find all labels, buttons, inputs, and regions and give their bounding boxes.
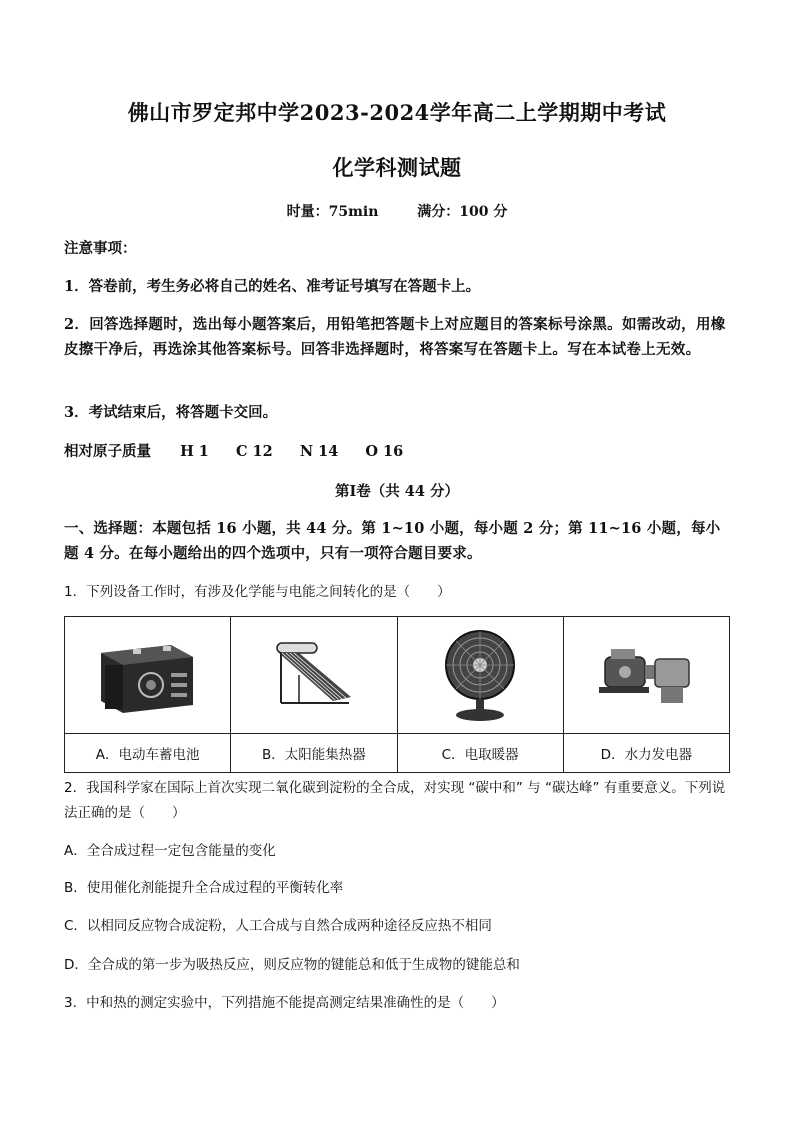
solar-collector-icon — [259, 635, 369, 715]
atomic-mass-o: O 16 — [365, 443, 404, 460]
option-d-image-cell — [563, 617, 729, 734]
question-1-options-table — [64, 616, 730, 773]
notice-item-1: 1．答卷前，考生务必将自己的姓名、准考证号填写在答题卡上。 — [64, 278, 481, 295]
notice-heading: 注意事项： — [64, 240, 137, 257]
question-3-stem: 3．中和热的测定实验中，下列措施不能提高测定结果准确性的是（ ） — [64, 995, 505, 1011]
exam-meta — [0, 201, 794, 221]
exam-time: 时量：75min — [286, 204, 379, 220]
notice-item-2: 2．回答选择题时，选出每小题答案后，用铅笔把答题卡上对应题目的答案标号涂黑。如需改动，用橡皮擦干净后，再选涂其他答案标号。回答非选择题时，将答案写在答题卡上。写在本试卷上无效。 — [64, 316, 726, 358]
section-title: 第Ⅰ卷（共 44 分） — [334, 483, 460, 500]
atomic-mass-n: N 14 — [299, 443, 339, 460]
notice-item-3: 3．考试结束后，将答题卡交回。 — [64, 404, 278, 421]
battery-icon — [93, 635, 203, 715]
option-b-image-cell — [231, 617, 397, 734]
option-b-label: B．太阳能集热器 — [231, 734, 397, 773]
option-a-image-cell — [65, 617, 231, 734]
question-2-option-a: A．全合成过程一定包含能量的变化 — [64, 843, 276, 859]
electric-heater-icon — [425, 627, 535, 723]
option-a-label: A．电动车蓄电池 — [65, 734, 231, 773]
exam-score: 满分：100 分 — [417, 204, 508, 220]
section-instructions: 一、选择题：本题包括 16 小题，共 44 分。第 1~10 小题，每小题 2 分；第 11~16 小题，每小题 4 分。在每小题给出的四个选项中，只有一项符合题目要求。 — [64, 520, 721, 562]
question-2-option-c: C．以相同反应物合成淀粉，人工合成与自然合成两种途径反应热不相同 — [64, 918, 492, 934]
atomic-mass-c: C 12 — [235, 443, 273, 460]
exam-title: 佛山市罗定邦中学2023-2024学年高二上学期期中考试 — [127, 100, 667, 125]
question-2-option-b: B．使用催化剂能提升全合成过程的平衡转化率 — [64, 880, 344, 896]
option-c-label: C．电取暖器 — [397, 734, 563, 773]
question-1-stem: 1．下列设备工作时，有涉及化学能与电能之间转化的是（ ） — [64, 584, 451, 600]
atomic-mass-label: 相对原子质量 — [64, 443, 151, 460]
exam-subtitle: 化学科测试题 — [332, 155, 462, 180]
atomic-mass-h: H 1 — [180, 443, 209, 460]
question-2-option-d: D．全合成的第一步为吸热反应，则反应物的键能总和低于生成物的键能总和 — [64, 957, 520, 973]
atomic-mass-line — [64, 439, 732, 464]
question-2-stem: 2．我国科学家在国际上首次实现二氧化碳到淀粉的全合成，对实现 “碳中和” 与 “碳达峰” 有重要意义。下列说法正确的是（ ） — [64, 780, 726, 821]
option-c-image-cell — [397, 617, 563, 734]
hydro-generator-icon — [591, 635, 701, 715]
option-d-label: D．水力发电器 — [563, 734, 729, 773]
